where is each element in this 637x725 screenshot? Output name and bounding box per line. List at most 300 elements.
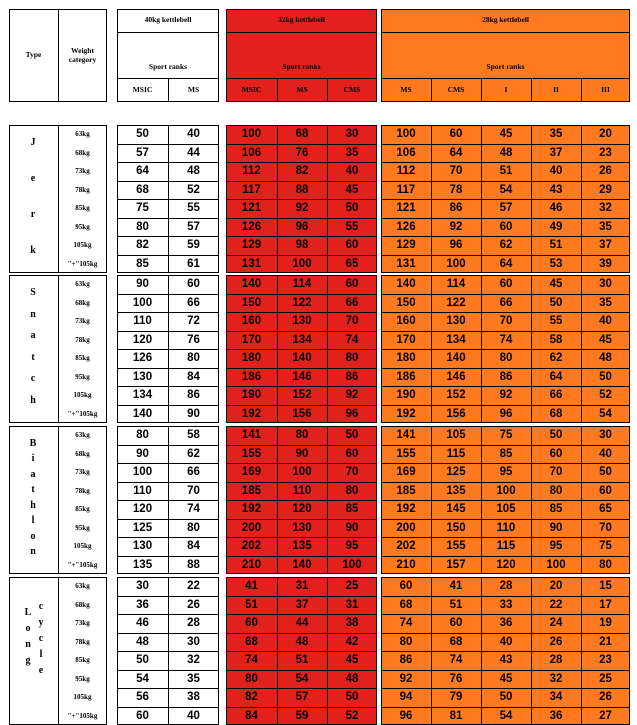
jerk-type-letter: e [27,173,39,184]
biathlon-kb32-value: 90 [277,445,327,464]
snatch-kb32-value: 186 [226,368,277,387]
long-cycle-kb28-value: 22 [531,596,581,615]
long-cycle-kb28-value: 80 [381,633,431,652]
long-cycle-kb28-value: 81 [431,707,481,725]
weight-category-label: "+"105kg [58,556,107,575]
snatch-kb40-value: 76 [168,331,219,350]
snatch-kb28-value: 86 [481,368,531,387]
weight-category-label: 95kg [58,218,107,237]
long-cycle-kb32-value: 50 [327,688,377,707]
jerk-kb40-value: 50 [117,125,168,144]
jerk-kb32-value: 126 [226,218,277,237]
biathlon-kb40-value: 135 [117,556,168,575]
long-cycle-kb28-value: 25 [581,670,630,689]
biathlon-type-letter: h [27,500,39,511]
snatch-kb28-value: 190 [381,386,431,405]
snatch-kb28-value: 192 [381,405,431,424]
jerk-kb28-value: 121 [381,199,431,218]
biathlon-type-letter: B [27,438,39,449]
biathlon-type-letter: a [27,469,39,480]
type-header: Type [9,9,58,102]
jerk-kb32-value: 68 [277,125,327,144]
biathlon-kb40-value: 62 [168,445,219,464]
biathlon-kb32-value: 200 [226,519,277,538]
biathlon-kb40-value: 58 [168,426,219,445]
long-cycle-kb28-value: 54 [481,707,531,725]
jerk-kb40-value: 52 [168,181,219,200]
long-cycle-type-letter: g [22,655,34,666]
snatch-kb28-value: 64 [531,368,581,387]
snatch-kb32-value: 74 [327,331,377,350]
biathlon-kb28-value: 185 [381,482,431,501]
kb40-title: 40kg kettlebell [117,9,219,32]
long-cycle-kb28-value: 19 [581,614,630,633]
jerk-kb32-value: 40 [327,162,377,181]
kb28-title-line [381,32,630,33]
snatch-kb28-value: 156 [431,405,481,424]
biathlon-kb32-value: 140 [277,556,327,575]
biathlon-kb32-value: 135 [277,537,327,556]
long-cycle-kb28-value: 74 [381,614,431,633]
jerk-kb32-value: 55 [327,218,377,237]
long-cycle-kb28-value: 34 [531,688,581,707]
biathlon-kb32-value: 202 [226,537,277,556]
jerk-kb32-value: 45 [327,181,377,200]
jerk-kb40-value: 64 [117,162,168,181]
jerk-kb28-value: 126 [381,218,431,237]
jerk-kb28-value: 100 [431,255,481,274]
jerk-kb40-value: 57 [117,144,168,163]
jerk-kb28-value: 35 [581,218,630,237]
biathlon-kb28-value: 125 [431,463,481,482]
long-cycle-kb28-value: 23 [581,651,630,670]
jerk-kb40-value: 80 [117,218,168,237]
jerk-kb32-value: 65 [327,255,377,274]
biathlon-kb32-value: 60 [327,445,377,464]
jerk-kb32-value: 131 [226,255,277,274]
snatch-kb28-value: 140 [381,275,431,294]
long-cycle-kb28-value: 92 [381,670,431,689]
snatch-kb32-value: 140 [226,275,277,294]
long-cycle-kb40-value: 30 [168,633,219,652]
jerk-kb32-value: 92 [277,199,327,218]
jerk-kb40-value: 85 [117,255,168,274]
biathlon-kb32-value: 70 [327,463,377,482]
long-cycle-kb28-value: 41 [431,577,481,596]
jerk-kb28-value: 92 [431,218,481,237]
jerk-kb28-value: 32 [581,199,630,218]
long-cycle-kb28-value: 36 [481,614,531,633]
long-cycle-kb28-value: 86 [381,651,431,670]
long-cycle-kb28-value: 76 [431,670,481,689]
snatch-kb32-value: 86 [327,368,377,387]
biathlon-kb28-value: 60 [581,482,630,501]
snatch-kb28-value: 66 [481,294,531,313]
jerk-kb40-value: 68 [117,181,168,200]
long-cycle-kb32-value: 68 [226,633,277,652]
biathlon-type-letter: t [27,484,39,495]
biathlon-kb28-value: 40 [581,445,630,464]
biathlon-kb32-value: 90 [327,519,377,538]
long-cycle-kb32-value: 31 [277,577,327,596]
jerk-kb32-value: 96 [277,218,327,237]
biathlon-kb32-value: 169 [226,463,277,482]
long-cycle-kb32-value: 45 [327,651,377,670]
biathlon-kb32-value: 155 [226,445,277,464]
jerk-kb28-value: 129 [381,236,431,255]
snatch-kb40-value: 140 [117,405,168,424]
biathlon-kb28-value: 141 [381,426,431,445]
snatch-kb40-value: 72 [168,312,219,331]
long-cycle-kb40-value: 54 [117,670,168,689]
jerk-kb28-value: 43 [531,181,581,200]
weight-category-label: 73kg [58,162,107,181]
long-cycle-kb28-value: 28 [531,651,581,670]
biathlon-kb28-value: 80 [581,556,630,575]
snatch-kb32-value: 92 [327,386,377,405]
jerk-kb28-value: 54 [481,181,531,200]
biathlon-kb28-value: 95 [531,537,581,556]
weight-category-label: 68kg [58,144,107,163]
biathlon-kb28-value: 80 [531,482,581,501]
snatch-kb32-value: 130 [277,312,327,331]
long-cycle-kb28-value: 32 [531,670,581,689]
snatch-kb40-value: 134 [117,386,168,405]
kb32-rank-ms: MS [277,78,327,102]
snatch-kb32-value: 140 [277,349,327,368]
long-cycle-type-letter: y [35,617,47,628]
biathlon-kb28-value: 30 [581,426,630,445]
jerk-kb28-value: 70 [431,162,481,181]
long-cycle-kb28-value: 74 [431,651,481,670]
long-cycle-kb28-value: 26 [581,688,630,707]
jerk-kb32-value: 88 [277,181,327,200]
snatch-kb28-value: 58 [531,331,581,350]
long-cycle-kb40-value: 32 [168,651,219,670]
biathlon-type-letter: o [27,531,39,542]
snatch-type-letter: t [27,352,39,363]
snatch-kb28-value: 146 [431,368,481,387]
jerk-kb32-value: 60 [327,236,377,255]
kb40-rank-ms: MS [168,78,219,102]
kb28-title: 28kg kettlebell [381,9,630,32]
long-cycle-kb28-value: 20 [531,577,581,596]
snatch-kb40-value: 84 [168,368,219,387]
snatch-kb32-value: 180 [226,349,277,368]
long-cycle-kb32-value: 54 [277,670,327,689]
long-cycle-kb40-value: 38 [168,688,219,707]
biathlon-kb32-value: 185 [226,482,277,501]
long-cycle-kb32-value: 25 [327,577,377,596]
long-cycle-kb28-value: 40 [481,633,531,652]
weight-category-label: 95kg [58,368,107,387]
weight-category-label: 68kg [58,294,107,313]
kb32-sport-ranks: Sport ranks [226,56,377,78]
snatch-kb28-value: 62 [531,349,581,368]
jerk-kb32-value: 50 [327,199,377,218]
biathlon-kb28-value: 155 [431,537,481,556]
jerk-kb32-value: 76 [277,144,327,163]
snatch-type-letter: S [27,287,39,298]
long-cycle-kb32-value: 51 [277,651,327,670]
snatch-kb32-value: 150 [226,294,277,313]
biathlon-kb28-value: 115 [431,445,481,464]
jerk-kb32-value: 129 [226,236,277,255]
biathlon-kb40-value: 125 [117,519,168,538]
long-cycle-kb28-value: 24 [531,614,581,633]
snatch-kb32-value: 146 [277,368,327,387]
long-cycle-kb28-value: 79 [431,688,481,707]
jerk-kb28-value: 51 [531,236,581,255]
jerk-kb40-value: 82 [117,236,168,255]
snatch-kb28-value: 186 [381,368,431,387]
snatch-kb28-value: 68 [531,405,581,424]
biathlon-type-letter: i [27,453,39,464]
weight-category-label: 68kg [58,445,107,464]
snatch-kb32-value: 66 [327,294,377,313]
biathlon-kb40-value: 110 [117,482,168,501]
jerk-kb28-value: 23 [581,144,630,163]
biathlon-kb28-value: 120 [481,556,531,575]
biathlon-kb32-value: 95 [327,537,377,556]
snatch-kb28-value: 150 [381,294,431,313]
snatch-kb32-value: 192 [226,405,277,424]
long-cycle-kb32-value: 37 [277,596,327,615]
biathlon-kb32-value: 130 [277,519,327,538]
jerk-kb40-value: 48 [168,162,219,181]
snatch-kb32-value: 70 [327,312,377,331]
biathlon-kb32-value: 80 [277,426,327,445]
snatch-kb40-value: 130 [117,368,168,387]
long-cycle-kb40-value: 26 [168,596,219,615]
biathlon-kb40-value: 100 [117,463,168,482]
jerk-kb40-value: 57 [168,218,219,237]
long-cycle-kb32-value: 38 [327,614,377,633]
snatch-kb32-value: 156 [277,405,327,424]
long-cycle-kb28-value: 68 [381,596,431,615]
weight-category-label: 73kg [58,614,107,633]
biathlon-kb40-value: 66 [168,463,219,482]
kb40-title-line [117,32,219,33]
jerk-kb28-value: 26 [581,162,630,181]
long-cycle-kb40-value: 48 [117,633,168,652]
snatch-kb28-value: 152 [431,386,481,405]
long-cycle-kb32-value: 74 [226,651,277,670]
snatch-kb40-value: 126 [117,349,168,368]
biathlon-kb28-value: 145 [431,500,481,519]
snatch-kb28-value: 55 [531,312,581,331]
jerk-kb28-value: 37 [531,144,581,163]
biathlon-kb28-value: 70 [531,463,581,482]
jerk-kb28-value: 45 [481,125,531,144]
jerk-kb28-value: 86 [431,199,481,218]
kb40-sport-ranks: Sport ranks [117,56,219,78]
long-cycle-kb28-value: 36 [531,707,581,725]
biathlon-type-letter: l [27,515,39,526]
biathlon-kb32-value: 210 [226,556,277,575]
long-cycle-kb40-value: 60 [117,707,168,725]
snatch-type-letter: h [27,395,39,406]
kb28-rank-cms: CMS [431,78,481,102]
long-cycle-kb32-value: 42 [327,633,377,652]
jerk-kb28-value: 106 [381,144,431,163]
jerk-kb40-value: 55 [168,199,219,218]
long-cycle-kb40-value: 30 [117,577,168,596]
snatch-kb28-value: 45 [531,275,581,294]
snatch-kb28-value: 54 [581,405,630,424]
jerk-kb40-value: 40 [168,125,219,144]
snatch-kb28-value: 30 [581,275,630,294]
snatch-type-letter: a [27,330,39,341]
jerk-kb28-value: 112 [381,162,431,181]
weight-category-label: 78kg [58,633,107,652]
jerk-kb28-value: 131 [381,255,431,274]
biathlon-kb28-value: 157 [431,556,481,575]
weight-category-label: "+"105kg [58,405,107,424]
snatch-kb40-value: 60 [168,275,219,294]
long-cycle-kb28-value: 15 [581,577,630,596]
jerk-kb28-value: 35 [531,125,581,144]
jerk-kb28-value: 48 [481,144,531,163]
biathlon-kb28-value: 210 [381,556,431,575]
weight-category-label: 78kg [58,482,107,501]
weight-category-label: 95kg [58,519,107,538]
long-cycle-kb28-value: 28 [481,577,531,596]
jerk-kb32-value: 106 [226,144,277,163]
weight-category-label: 105kg [58,386,107,405]
jerk-kb28-value: 117 [381,181,431,200]
long-cycle-kb32-value: 60 [226,614,277,633]
biathlon-kb28-value: 155 [381,445,431,464]
biathlon-type-letter: n [27,546,39,557]
jerk-kb32-value: 112 [226,162,277,181]
snatch-kb32-value: 152 [277,386,327,405]
biathlon-kb32-value: 110 [277,482,327,501]
long-cycle-kb28-value: 94 [381,688,431,707]
jerk-kb28-value: 78 [431,181,481,200]
long-cycle-type-letter: c [35,601,47,612]
weight-category-label: 78kg [58,331,107,350]
weight-category-label: 85kg [58,500,107,519]
kb28-sport-ranks: Sport ranks [381,56,630,78]
weight-category-label: 85kg [58,349,107,368]
snatch-kb28-value: 96 [481,405,531,424]
biathlon-kb28-value: 100 [481,482,531,501]
long-cycle-kb40-value: 56 [117,688,168,707]
weight-category-label: 73kg [58,312,107,331]
jerk-kb28-value: 64 [481,255,531,274]
weight-category-label: 78kg [58,181,107,200]
long-cycle-type-letter: c [35,633,47,644]
snatch-kb32-value: 134 [277,331,327,350]
jerk-kb28-value: 57 [481,199,531,218]
snatch-kb28-value: 40 [581,312,630,331]
weight-category-header: Weight category [58,9,107,102]
biathlon-kb32-value: 141 [226,426,277,445]
weight-category-label: 105kg [58,688,107,707]
long-cycle-kb40-value: 28 [168,614,219,633]
biathlon-kb40-value: 74 [168,500,219,519]
snatch-kb32-value: 122 [277,294,327,313]
long-cycle-kb32-value: 80 [226,670,277,689]
long-cycle-kb32-value: 52 [327,707,377,725]
weight-category-label: 63kg [58,577,107,596]
long-cycle-type-letter: n [22,639,34,650]
long-cycle-kb32-value: 84 [226,707,277,725]
biathlon-kb28-value: 90 [531,519,581,538]
biathlon-kb28-value: 192 [381,500,431,519]
snatch-kb28-value: 134 [431,331,481,350]
long-cycle-kb28-value: 45 [481,670,531,689]
kb32-title-line [226,32,377,33]
weight-category-label: 63kg [58,426,107,445]
biathlon-kb32-value: 192 [226,500,277,519]
snatch-kb40-value: 110 [117,312,168,331]
biathlon-kb40-value: 130 [117,537,168,556]
snatch-kb40-value: 90 [117,275,168,294]
long-cycle-kb40-value: 22 [168,577,219,596]
long-cycle-kb32-value: 51 [226,596,277,615]
jerk-kb28-value: 100 [381,125,431,144]
biathlon-kb28-value: 75 [581,537,630,556]
biathlon-kb28-value: 110 [481,519,531,538]
long-cycle-kb28-value: 33 [481,596,531,615]
snatch-kb28-value: 50 [581,368,630,387]
long-cycle-kb32-value: 48 [327,670,377,689]
long-cycle-kb32-value: 44 [277,614,327,633]
jerk-kb40-value: 61 [168,255,219,274]
snatch-kb28-value: 122 [431,294,481,313]
biathlon-kb40-value: 70 [168,482,219,501]
biathlon-kb32-value: 80 [327,482,377,501]
long-cycle-kb32-value: 48 [277,633,327,652]
snatch-kb28-value: 52 [581,386,630,405]
weight-category-label: 85kg [58,651,107,670]
biathlon-kb40-value: 84 [168,537,219,556]
snatch-kb28-value: 130 [431,312,481,331]
snatch-kb40-value: 66 [168,294,219,313]
biathlon-kb28-value: 169 [381,463,431,482]
long-cycle-kb40-value: 50 [117,651,168,670]
biathlon-kb28-value: 202 [381,537,431,556]
snatch-kb32-value: 60 [327,275,377,294]
snatch-kb28-value: 80 [481,349,531,368]
biathlon-kb28-value: 85 [531,500,581,519]
long-cycle-kb32-value: 82 [226,688,277,707]
long-cycle-type-letter: l [35,649,47,660]
snatch-kb28-value: 74 [481,331,531,350]
long-cycle-type-letter: L [22,607,34,618]
weight-category-label: "+"105kg [58,255,107,274]
jerk-kb32-value: 100 [226,125,277,144]
snatch-kb28-value: 35 [581,294,630,313]
snatch-kb28-value: 48 [581,349,630,368]
long-cycle-kb28-value: 60 [381,577,431,596]
long-cycle-kb28-value: 21 [581,633,630,652]
jerk-kb28-value: 62 [481,236,531,255]
snatch-kb28-value: 70 [481,312,531,331]
snatch-kb32-value: 80 [327,349,377,368]
kb28-rank-ms: MS [381,78,431,102]
snatch-kb28-value: 114 [431,275,481,294]
biathlon-kb40-value: 120 [117,500,168,519]
biathlon-kb28-value: 200 [381,519,431,538]
biathlon-kb32-value: 100 [277,463,327,482]
jerk-kb28-value: 96 [431,236,481,255]
snatch-kb40-value: 120 [117,331,168,350]
weight-category-label: "+"105kg [58,707,107,725]
biathlon-kb32-value: 100 [327,556,377,575]
